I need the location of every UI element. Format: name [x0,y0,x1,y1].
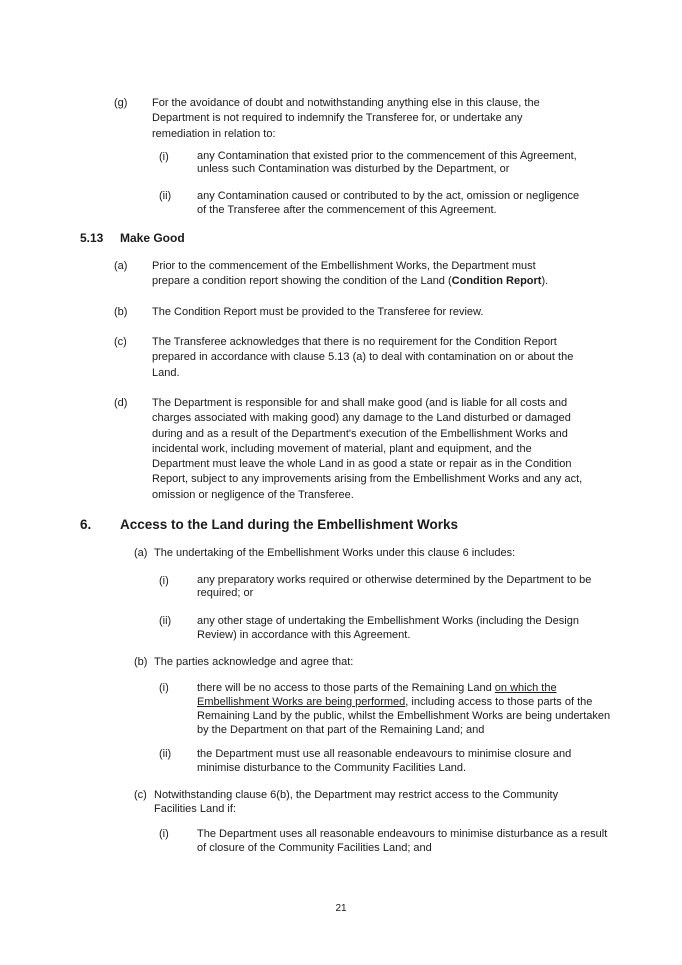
clause-5-13-c-label: (c) [114,336,127,348]
clause-5-13-b-text: The Condition Report must be provided to the Transferee for review. [152,306,484,318]
clause-6-a-i-label: (i) [159,575,169,587]
clause-g-i-label: (i) [159,151,169,163]
clause-6-a-label: (a) [134,547,148,559]
clause-g-text: For the avoidance of doubt and notwithstanding anything else in this clause, the Department is not required to indemnify the Transferee for, or undertake any remediation in relation to: [152,97,540,140]
clause-g-ii-label: (ii) [159,190,172,202]
clause-5-13-d-label: (d) [114,397,128,409]
clause-6-c-text: Notwithstanding clause 6(b), the Department may restrict access to the Community Facilities Land if: [154,789,559,815]
clause-6-c-i-text: The Department uses all reasonable endeavours to minimise disturbance as a result of closure of the Community Facilities Land; and [197,828,608,854]
clause-6-b-label: (b) [134,656,148,668]
clause-6-a-ii-text: any other stage of undertaking the Embellishment Works (including the Design Review) in accordance with this Agreement. [197,615,579,641]
section-6-title: Access to the Land during the Embellishment Works [120,517,459,532]
section-5-13-number: 5.13 [80,231,104,245]
clause-6-a-ii-label: (ii) [159,615,172,627]
clause-6-b-ii-label: (ii) [159,748,172,760]
clause-5-13-a-text: Prior to the commencement of the Embellishment Works, the Department must prepare a condition report showing the condition of the Land (Condition Report). [152,260,549,288]
page-number: 21 [335,903,347,914]
clause-6-b-i-text: there will be no access to those parts of the Remaining Land on which the Embellishment Works are being performed, including access to those parts of the Remaining Land by the public, whilst the Embellishment Works are being undertaken by the Department on that part of the Remaining Land; and [197,682,611,736]
clause-g-i-text: any Contamination that existed prior to the commencement of this Agreement, unless such Contamination was disturbed by the Department, or [197,150,577,175]
underlined-phrase: on which the Embellishment Works are being performed [197,682,557,708]
clause-6-b-i-label: (i) [159,682,169,694]
clause-5-13-a-label: (a) [114,260,128,272]
clause-6-b-text: The parties acknowledge and agree that: [154,656,354,668]
section-5-13-title: Make Good [120,231,185,245]
clause-5-13-d-text: The Department is responsible for and shall make good (and is liable for all costs and charges associated with making good) any damage to the Land disturbed or damaged during and as a result of the Department's execution of the Embellishment Works and incidental work, including movement of material, plant and equipment, and the Department must leave the whole Land in as good a state or repair as in the Condition Report, subject to any improvements arising from the Embellishment Works and any act, omission or negligence of the Transferee. [152,397,583,501]
clause-g-ii-text: any Contamination caused or contributed to by the act, omission or negligence of the Transferee after the commencement of this Agreement. [197,190,580,216]
clause-g-label: (g) [114,97,128,109]
clause-6-a-i-text: any preparatory works required or otherwise determined by the Department to be required; or [197,574,592,599]
clause-5-13-c-text: The Transferee acknowledges that there is no requirement for the Condition Report prepared in accordance with clause 5.13 (a) to deal with contamination on or about the Land. [152,336,574,379]
section-6-number: 6. [80,517,92,532]
clause-6-c-label: (c) [134,789,147,801]
clause-6-c-i-label: (i) [159,828,169,840]
clause-5-13-b-label: (b) [114,306,128,318]
condition-report-term: Condition Report [451,275,542,288]
clause-6-b-ii-text: the Department must use all reasonable endeavours to minimise closure and minimise disturbance to the Community Facilities Land. [197,748,572,774]
clause-6-a-text: The undertaking of the Embellishment Works under this clause 6 includes: [154,547,516,559]
